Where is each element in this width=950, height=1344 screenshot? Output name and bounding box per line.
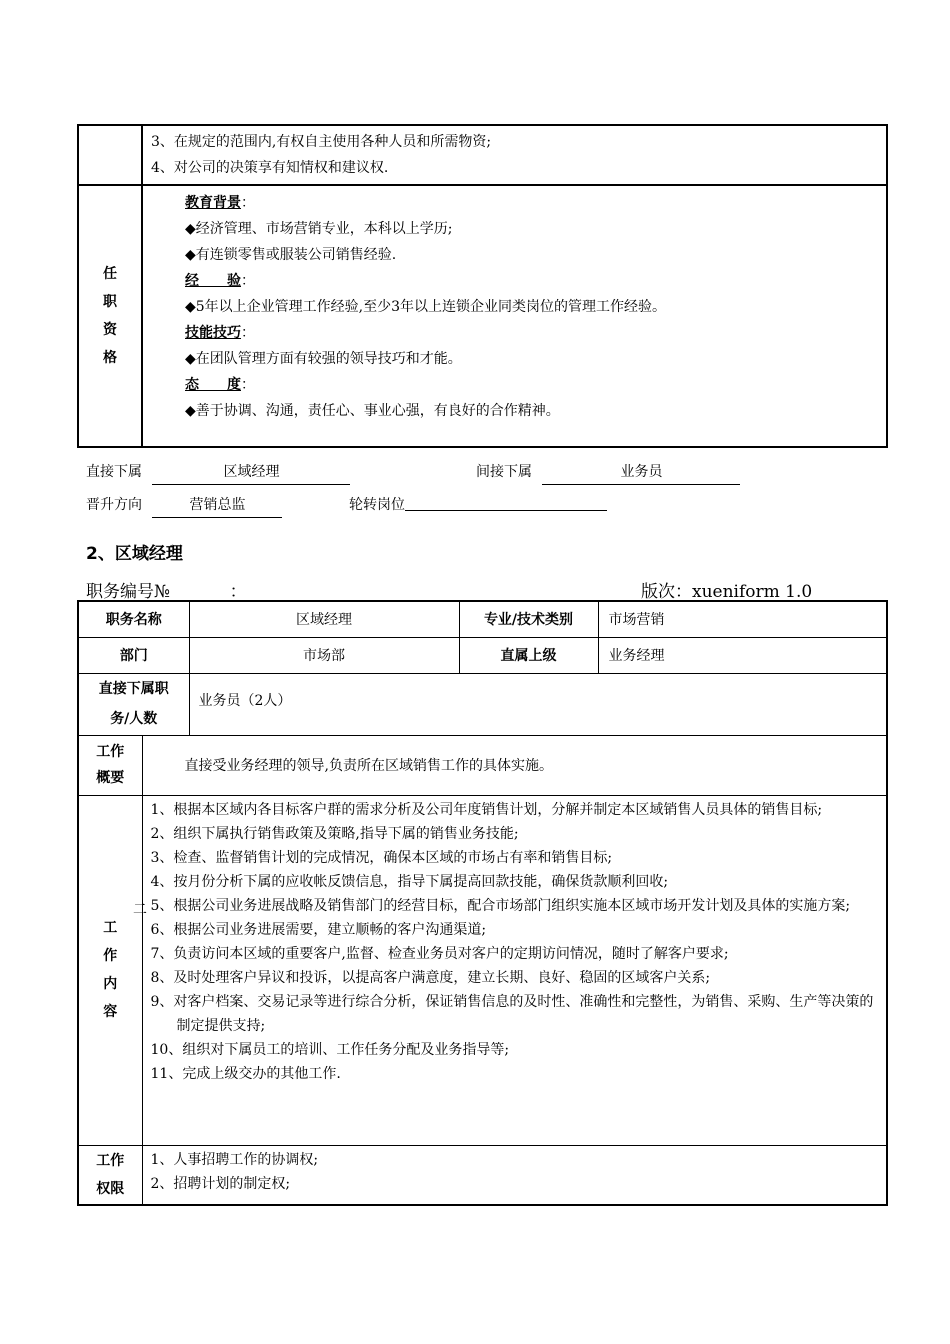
content-item: 3、检查、监督销售计划的完成情况，确保本区域的市场占有率和销售目标; <box>150 849 613 866</box>
authority-list-2 <box>142 1145 887 1205</box>
content-item: 11、完成上级交办的其他工作. <box>150 1065 341 1082</box>
subordinates-label: 直接下属职 务/人数 <box>78 673 189 735</box>
education-item: ◆经济管理、市场营销专业，本科以上学历; <box>185 221 453 237</box>
authority-item: 3、在规定的范围内,有权自主使用各种人员和所需物资; <box>151 134 492 150</box>
superior-value: 业务经理 <box>598 637 887 673</box>
content-item: 5、根据公司业务进展战略及销售部门的经营目标，配合市场部门组织实施本区域市场开发计划及具体的实施方案; <box>150 897 851 914</box>
superior-label: 直属上级 <box>459 637 598 673</box>
dept-label: 部门 <box>78 637 189 673</box>
promotion-label: 晋升方向 <box>86 497 142 513</box>
education-heading: 教育背景 <box>185 195 241 211</box>
indirect-sub-value: 业务员 <box>542 460 740 485</box>
job-name-value: 区域经理 <box>189 601 459 637</box>
category-label: 专业/技术类别 <box>459 601 598 637</box>
experience-heading: 经 验 <box>185 273 241 289</box>
authority-item: 1、人事招聘工作的协调权; <box>150 1151 319 1168</box>
job-name-label: 职务名称 <box>78 601 189 637</box>
skills-heading: 技能技巧 <box>185 325 241 341</box>
version-label: 版次：xueniform 1.0 <box>641 582 813 602</box>
authority-label: 工作 权限 <box>78 1145 142 1205</box>
content-item: 2、组织下属执行销售政策及策略,指导下属的销售业务技能; <box>150 825 519 842</box>
job-number-label: 职务编号№_______： <box>86 582 247 602</box>
job-description-table <box>77 600 888 1206</box>
direct-sub-value: 区域经理 <box>152 460 350 485</box>
dept-value: 市场部 <box>189 637 459 673</box>
indirect-subordinate-row <box>476 460 740 485</box>
summary-value: 直接受业务经理的领导,负责所在区域销售工作的具体实施。 <box>142 735 887 795</box>
rotation-label: 轮转岗位 <box>349 497 405 513</box>
qualification-table <box>77 124 888 448</box>
direct-sub-label: 直接下属 <box>86 464 142 480</box>
content-label: 工 作 内 容 <box>78 795 142 1145</box>
summary-label: 工作 概要 <box>78 735 142 795</box>
content-list <box>142 795 887 1145</box>
content-item: 9、对客户档案、交易记录等进行综合分析，保证销售信息的及时性、准确性和完整性，为销售、采购、生产等决策的制定提供支持; <box>150 993 874 1034</box>
skills-item: ◆在团队管理方面有较强的领导技巧和才能。 <box>185 351 462 367</box>
section-title: 2、区域经理 <box>86 544 183 564</box>
qualification-content: 教育背景： ◆经济管理、市场营销专业，本科以上学历; ◆有连锁零售或服装公司销售经验. 经 验： ◆5年以上企业管理工作经验,至少3年以上连锁企业同类岗位的管理工作经验。 技能技巧： ◆在团队管理方面有较强的领导技巧和才能。 态 度： ◆善于协调、沟通，责任心、事业心强，有良好的合作精神。 <box>142 185 887 447</box>
experience-item: ◆5年以上企业管理工作经验,至少3年以上连锁企业同类岗位的管理工作经验。 <box>185 299 667 315</box>
content-item: 7、负责访问本区域的重要客户,监督、检查业务员对客户的定期访问情况，随时了解客户要求; <box>150 945 729 962</box>
subordinates-value: 业务员（2人） <box>189 673 887 735</box>
content-item: 4、按月份分析下属的应收帐反馈信息，指导下属提高回款技能，确保货款顺利回收; <box>150 873 669 890</box>
education-item: ◆有连锁零售或服装公司销售经验. <box>185 247 397 263</box>
rotation-row <box>349 493 607 517</box>
indirect-sub-label: 间接下属 <box>476 464 532 480</box>
content-item: 1、根据本区域内各目标客户群的需求分析及公司年度销售计划，分解并制定本区域销售人员具体的销售目标; <box>150 801 823 818</box>
authority-label-cell <box>78 125 142 185</box>
direct-subordinate-row <box>86 460 350 485</box>
rotation-value <box>405 493 607 511</box>
category-value: 市场营销 <box>598 601 887 637</box>
margin-mark: 二 <box>133 902 147 918</box>
content-item: 8、及时处理客户异议和投诉，以提高客户满意度，建立长期、良好、稳固的区域客户关系; <box>150 969 711 986</box>
authority-item: 4、对公司的决策享有知情权和建议权. <box>151 160 389 176</box>
authority-list <box>142 125 887 185</box>
authority-item: 2、招聘计划的制定权; <box>150 1175 291 1192</box>
qualification-label: 任 职 资 格 <box>78 185 142 447</box>
promotion-row <box>86 493 282 518</box>
attitude-item: ◆善于协调、沟通，责任心、事业心强，有良好的合作精神。 <box>185 403 560 419</box>
content-item: 10、组织对下属员工的培训、工作任务分配及业务指导等; <box>150 1041 510 1058</box>
content-item: 6、根据公司业务进展需要，建立顺畅的客户沟通渠道; <box>150 921 487 938</box>
attitude-heading: 态 度 <box>185 377 241 393</box>
promotion-value: 营销总监 <box>152 493 282 518</box>
